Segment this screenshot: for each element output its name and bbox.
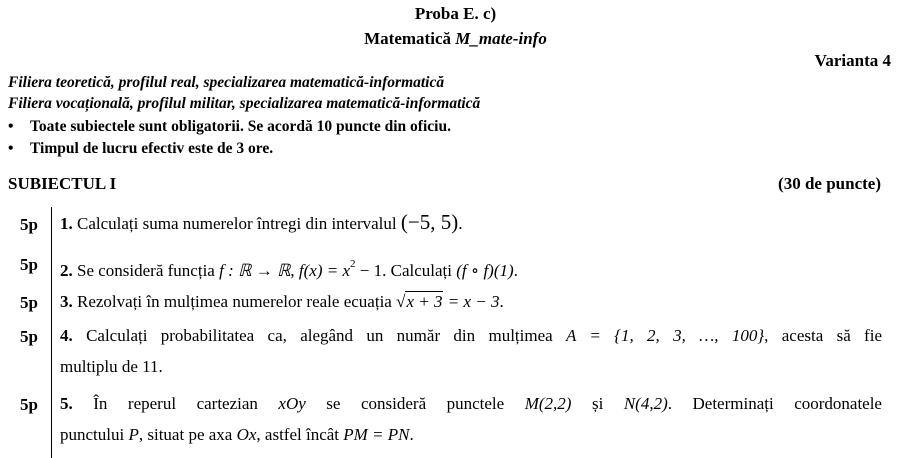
bullet-text-1: Toate subiectele sunt obligatorii. Se acordă 10 puncte din oficiu. xyxy=(30,118,451,135)
item-5-points: 5p xyxy=(20,395,38,414)
item-4-text-2: , acesta să fie xyxy=(764,326,882,345)
item-2-def: f(x) = x xyxy=(298,261,351,280)
item-5-xoy: xOy xyxy=(278,394,306,413)
sqrt-icon: √ xyxy=(396,292,406,311)
variant-label: Varianta 4 xyxy=(814,51,891,70)
item-1-interval: (−5, 5) xyxy=(400,210,459,234)
item-3-radicand: x + 3 xyxy=(406,292,443,311)
bullet-line-1 xyxy=(8,118,451,136)
item-3-end: . xyxy=(499,292,504,311)
item-2-number: 2. xyxy=(60,261,73,280)
item-1-text: Calculați suma numerelor întregi din intervalul xyxy=(72,214,401,233)
item-3-rhs: = x − 3 xyxy=(443,292,500,311)
item-2-points: 5p xyxy=(20,255,38,274)
item-3 xyxy=(60,286,882,317)
bullet-icon: • xyxy=(8,140,14,157)
section-points: (30 de puncte) xyxy=(778,174,881,193)
item-4-line-1 xyxy=(60,320,882,351)
subtitle-italic: M_mate-info xyxy=(455,29,547,48)
item-5-text-4: punctului xyxy=(60,425,129,444)
item-5-line-2 xyxy=(60,419,882,450)
item-2-function: f : ℝ → ℝ xyxy=(219,261,291,280)
points-divider xyxy=(51,207,52,458)
exam-title: Proba E. c) xyxy=(414,4,497,23)
filiera-line-1: Filiera teoretică, profilul real, specializarea matematică-informatică xyxy=(8,74,445,91)
item-5-text-3: . Determinați coordonatele xyxy=(667,394,882,413)
item-3-text: Rezolvați în mulțimea numerelor reale ecuația xyxy=(72,292,397,311)
item-5-point-p: P xyxy=(128,425,139,444)
item-1 xyxy=(60,207,882,239)
bullet-icon: • xyxy=(8,118,14,135)
item-5-equation: PM = PN xyxy=(343,425,410,444)
filiera-line-2: Filiera vocațională, profilul militar, specializarea matematică-informatică xyxy=(8,95,481,112)
item-2-composition: (f ∘ f)(1) xyxy=(456,261,514,280)
item-2 xyxy=(60,249,882,286)
item-5-number: 5. xyxy=(60,394,73,413)
item-5-text-6: , astfel încât xyxy=(256,425,344,444)
item-5-point-n: N(4,2) xyxy=(623,394,668,413)
bullet-text-2: Timpul de lucru efectiv este de 3 ore. xyxy=(30,140,274,157)
item-5-axis: Ox xyxy=(236,425,257,444)
section-title: SUBIECTUL I xyxy=(8,174,117,193)
item-5-text-2: se consideră punctele xyxy=(305,394,525,413)
item-4-set: A = {1, 2, 3, …, 100} xyxy=(566,326,765,345)
item-5-end: . xyxy=(409,425,414,444)
item-2-def-tail: − 1 xyxy=(355,261,383,280)
item-5 xyxy=(60,388,882,450)
item-1-points: 5p xyxy=(20,215,38,234)
item-5-and: și xyxy=(571,394,624,413)
item-3-number: 3. xyxy=(60,292,73,311)
item-2-text-2: . Calculați xyxy=(382,261,457,280)
item-1-end: . xyxy=(458,214,463,233)
exam-subtitle xyxy=(0,29,911,49)
item-1-number: 1. xyxy=(60,214,73,233)
bullet-line-2 xyxy=(8,140,273,158)
item-4-text: Calculați probabilitatea ca, alegând un număr din mulțimea xyxy=(72,326,566,345)
item-2-end: . xyxy=(513,261,518,280)
item-5-text: În reperul cartezian xyxy=(72,394,279,413)
item-5-text-5: , situat pe axa xyxy=(138,425,237,444)
item-3-points: 5p xyxy=(20,293,38,312)
item-2-sep: , xyxy=(290,261,299,280)
item-2-exponent: 2 xyxy=(350,258,356,270)
item-4-number: 4. xyxy=(60,326,73,345)
item-4-points: 5p xyxy=(20,327,38,346)
item-5-line-1 xyxy=(60,388,882,419)
subtitle-bold: Matematică xyxy=(364,29,456,48)
item-4-line-2: multiplu de 11. xyxy=(60,357,163,376)
item-2-text: Se consideră funcția xyxy=(72,261,220,280)
item-4 xyxy=(60,320,882,382)
item-5-point-m: M(2,2) xyxy=(524,394,572,413)
